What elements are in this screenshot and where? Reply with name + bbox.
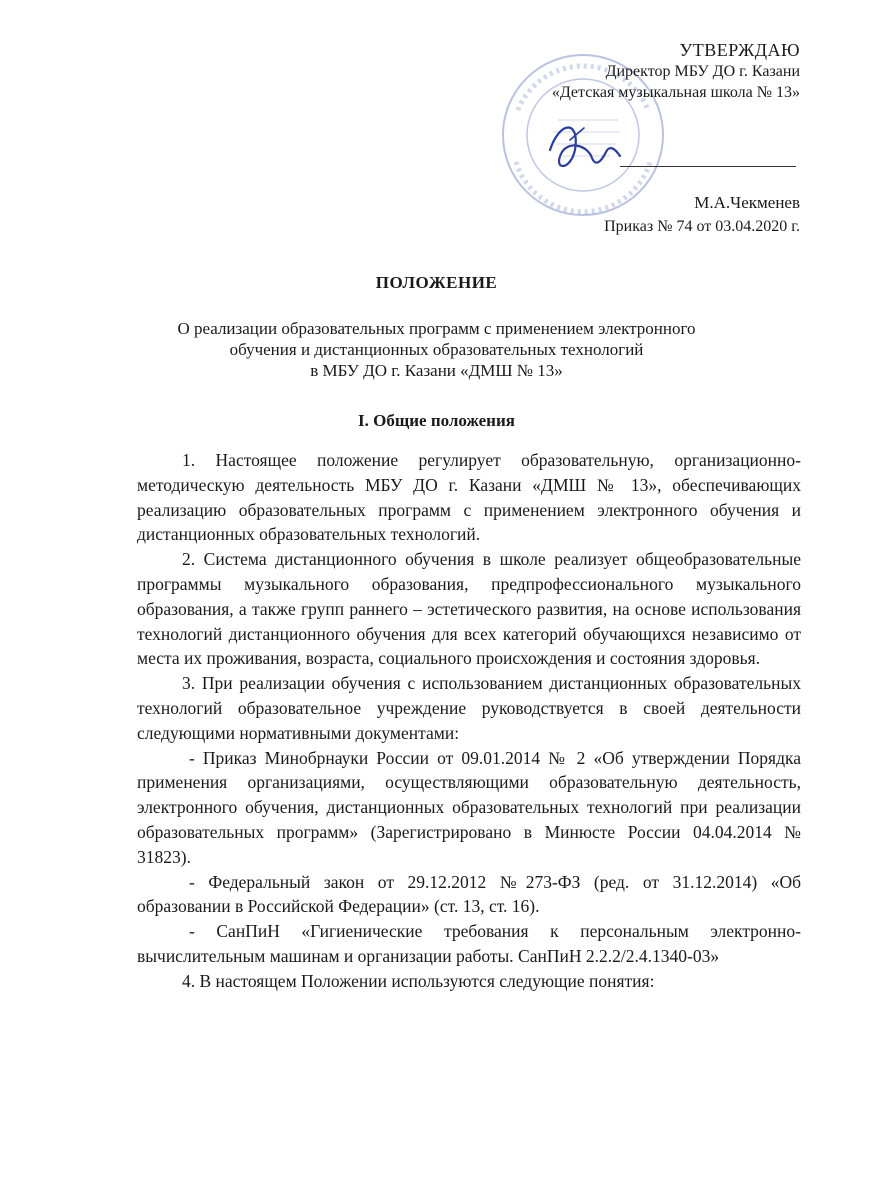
paragraph-3: 3. При реализации обучения с использованием дистанционных образовательных технологий образовательное учреждение руководствуется в своей деятельности следующими нормативными документами:: [137, 673, 801, 743]
list-item-sanpin: - СанПиН «Гигиенические требования к персональным электронно-вычислительным машинам и организации работы. СанПиН 2.2.2/2.4.1340-03»: [137, 921, 801, 966]
subtitle-line: в МБУ ДО г. Казани «ДМШ № 13»: [310, 361, 563, 380]
approval-block: [520, 40, 800, 235]
approval-title: УТВЕРЖДАЮ: [679, 40, 800, 60]
subtitle-line: обучения и дистанционных образовательных технологий: [229, 340, 644, 359]
document-title: ПОЛОЖЕНИЕ: [375, 273, 498, 292]
signature-line: [620, 166, 796, 167]
approval-institution: «Детская музыкальная школа № 13»: [551, 84, 800, 101]
list-item-order: - Приказ Минобрнауки России от 09.01.2014 № 2 «Об утверждении Порядка применения организациями, осуществляющими образовательную деятельность, электронного обучения, дистанционных образовательных технологий при реализации образовательных программ» (Зарегистрировано в Минюсте России 04.04.2014 № 31823).: [137, 747, 801, 867]
subtitle-line: О реализации образовательных программ с применением электронного: [177, 319, 696, 338]
approval-signer: М.А.Чекменев: [694, 193, 800, 212]
paragraph-4: 4. В настоящем Положении используются следующие понятия:: [182, 970, 655, 991]
handwritten-signature: [540, 110, 630, 180]
approval-position: Директор МБУ ДО г. Казани: [605, 63, 800, 80]
list-item-federal-law: - Федеральный закон от 29.12.2012 №273-ФЗ (ред. от 31.12.2014) «Об образовании в Российской Федерации» (ст. 13, ст. 16).: [137, 871, 801, 917]
document-subtitle: [0, 318, 873, 381]
paragraph-2: 2. Система дистанционного обучения в школе реализует общеобразовательные программы музыкального образования, предпрофессионального музыкального образования, а также групп раннего – эстетического развития, на основе использования технологий дистанционного обучения для всех категорий обучающихся независимо от места их проживания, возраста, социального происхождения и состояния здоровья.: [137, 549, 801, 669]
section-title: I. Общие положения: [358, 411, 515, 430]
paragraph-1: 1. Настоящее положение регулирует образовательную, организационно-методическую деятельность МБУ ДО г. Казани «ДМШ № 13», обеспечивающих реализацию образовательных программ с применением электронного обучения и дистанционных образовательных технологий.: [137, 450, 801, 545]
approval-order: Приказ № 74 от 03.04.2020 г.: [604, 218, 800, 235]
document-body: [137, 448, 801, 994]
